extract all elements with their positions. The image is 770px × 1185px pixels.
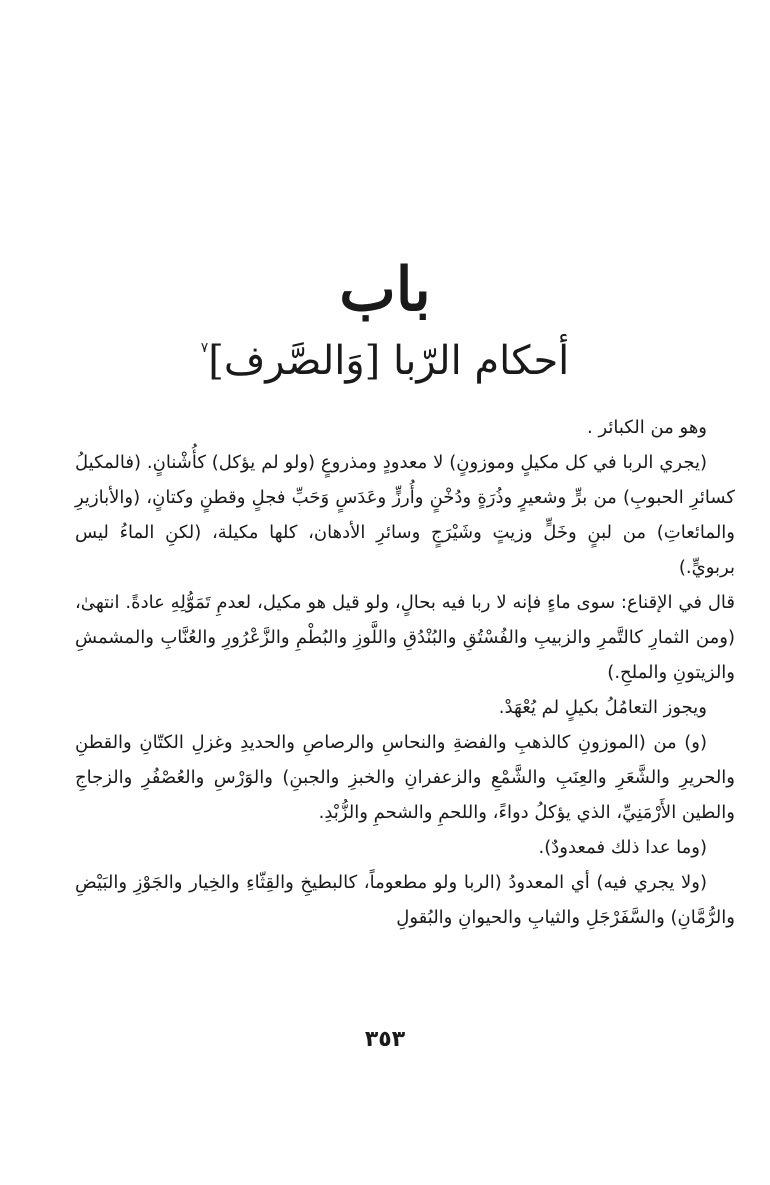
- paragraph: (ولا يجري فيه) أي المعدودُ (الربا ولو مطعوماً، كالبطيخِ والقِثّاءِ والخِيار والجَوْزِ والبَيْضِ والرُّمَّانِ) والسَّفَرْجَلِ والثيابِ والحيوانِ والبُقولِ: [75, 872, 735, 928]
- body-text: [75, 410, 735, 935]
- chapter-heading: [0, 255, 770, 325]
- footnote-marker: ٧: [200, 340, 209, 356]
- chapter-title-text: أحكام الرّبا [وَالصَّرف]: [208, 338, 570, 384]
- paragraph: قال في الإقناع: سوى ماءٍ فإنه لا ربا فيه بحالٍ، ولو قيل هو مكيل، لعدمِ تَمَوُّلِهِ عادةً. انتهىٰ، (ومن الثمارِ كالتَّمرِ والزبيبِ والفُسْتُقِ والبُنْدُقِ واللَّوزِ والبُطْمِ والزَّعْرُورِ والعُنَّابِ والمشمشِ والزيتونِ والملحِ.): [75, 592, 735, 683]
- paragraph: (وما عدا ذلك فمعدودٌ).: [538, 837, 707, 858]
- chapter-word: باب: [339, 255, 431, 325]
- paragraph: وهو من الكبائر .: [587, 417, 707, 438]
- chapter-title: [0, 322, 770, 387]
- paragraph: (يجري الربا في كل مكيلٍ وموزونٍ) لا معدودٍ ومذروعٍ (ولو لم يؤكل) كأُشْنانٍ. (فالمكيلُ كسائرِ الحبوبِ) من برٍّ وشعيرٍ وذُرَةٍ ودُخْنٍ وأُرزٍّ وعَدَسٍ وَحَبِّ فجلٍ وقطنٍ وكتانٍ، (والأبازيرِ والمائعاتِ) من لبنٍ وخَلٍّ وزيتٍ وشَيْرَجٍ وسائرِ الأدهان، كلها مكيلة، (لكنِ الماءُ ليس بربويٍّ.): [75, 452, 735, 578]
- page-number: ٣٥٣: [364, 1027, 406, 1052]
- paragraph: (و) من (الموزونِ كالذهبِ والفضةِ والنحاسِ والرصاصِ والحديدِ وغزلِ الكتّانِ والقطنِ والحريرِ والشَّعَرِ والعِنَبِ والشَّمْعِ والزعفرانِ والخبزِ والجبنِ) والوَرْسِ والعُصْفُرِ والزجاجِ والطين الأَرْمَنِيِّ، الذي يؤكلُ دواءً، واللحمِ والشحمِ والزُّبْدِ.: [75, 732, 735, 823]
- paragraph: ويجوز التعامُلُ بكيلٍ لم يُعْهَدْ.: [498, 697, 707, 718]
